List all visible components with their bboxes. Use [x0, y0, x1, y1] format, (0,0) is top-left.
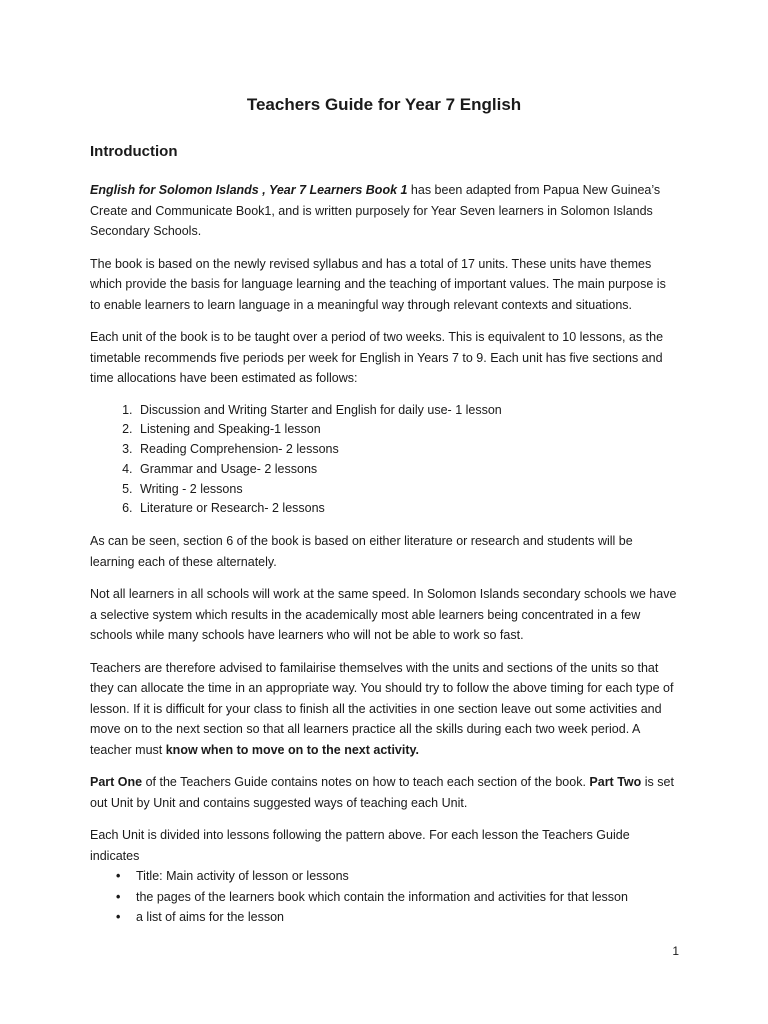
document-body: [90, 94, 678, 928]
paragraph-7-mid: of the Teachers Guide contains notes on how to teach each section of the book.: [142, 775, 590, 790]
list-item: 5. Writing - 2 lessons: [136, 480, 678, 500]
bullet-item: [116, 907, 678, 928]
paragraph-1-text: has been adapted from Papua New Guinea’s Create and Communicate Book1, and is written purposely for Year Seven learners in Solomon Islands Secondary Schools.: [90, 183, 661, 238]
list-item: 6. Literature or Research- 2 lessons: [136, 499, 678, 519]
book-title: English for Solomon Islands , Year 7 Learners Book 1: [90, 183, 408, 197]
part-two-label: Part Two: [589, 775, 642, 790]
bullet-item: [116, 887, 678, 908]
bullet-text: Title: Main activity of lesson or lessons: [136, 869, 349, 884]
bullet-icon: •: [116, 910, 121, 925]
paragraph-2: The book is based on the newly revised syllabus and has a total of 17 units. These units have themes which provide the basis for language learning and the teaching of important values. The main purpose is to enable learners to learn language in a meaningful way through relevant contexts and situations.: [90, 256, 666, 312]
list-item: 3. Reading Comprehension- 2 lessons: [136, 440, 678, 460]
paragraph-4: As can be seen, section 6 of the book is based on either literature or research and students will be learning each of these alternately.: [90, 534, 633, 569]
part-one-label: Part One: [90, 775, 143, 790]
paragraph-5: Not all learners in all schools will work at the same speed. In Solomon Islands secondary schools we have a selective system which results in the academically most able learners being concentrated in a few schools while many schools have learners who will not be able to work so fast.: [90, 587, 677, 643]
bullet-list: [90, 866, 678, 928]
paragraph-6-text: Teachers are therefore advised to familairise themselves with the units and sections of the units so that they can allocate the time in an appropriate way. You should try to follow the above timing for each type of lesson. If it is difficult for your class to finish all the activities in one section leave out some activities and move on to the next section so that all learners practice all the skills during each two week period. A teacher must: [90, 660, 674, 757]
list-item: 2. Listening and Speaking-1 lesson: [136, 420, 678, 440]
list-item: 4. Grammar and Usage- 2 lessons: [136, 460, 678, 480]
bullet-text: a list of aims for the lesson: [136, 910, 284, 925]
paragraph-8: Each Unit is divided into lessons following the pattern above. For each lesson the Teachers Guide indicates: [90, 828, 630, 863]
bullet-icon: •: [116, 889, 121, 904]
paragraph-7-end: is set out Unit by Unit and contains suggested ways of teaching each Unit.: [90, 775, 674, 810]
paragraph-7: [90, 772, 678, 813]
paragraph-3: Each unit of the book is to be taught over a period of two weeks. This is equivalent to 10 lessons, as the timetable recommends five periods per week for English in Years 7 to 9. Each unit has five sections and time allocations have been estimated as follows:: [90, 330, 664, 385]
list-item: 1. Discussion and Writing Starter and English for daily use- 1 lesson: [136, 401, 678, 421]
section-list: [90, 401, 678, 520]
bullet-item: [116, 866, 678, 887]
document-title: Teachers Guide for Year 7 English: [246, 95, 522, 114]
paragraph-6-emphasis: know when to move on to the next activity.: [165, 742, 420, 757]
page-number: 1: [672, 944, 679, 958]
paragraph-6: [90, 658, 678, 761]
paragraph-1: [90, 180, 678, 242]
bullet-icon: •: [116, 869, 121, 884]
bullet-text: the pages of the learners book which contain the information and activities for that lesson: [136, 889, 628, 904]
section-heading: Introduction: [90, 143, 178, 160]
